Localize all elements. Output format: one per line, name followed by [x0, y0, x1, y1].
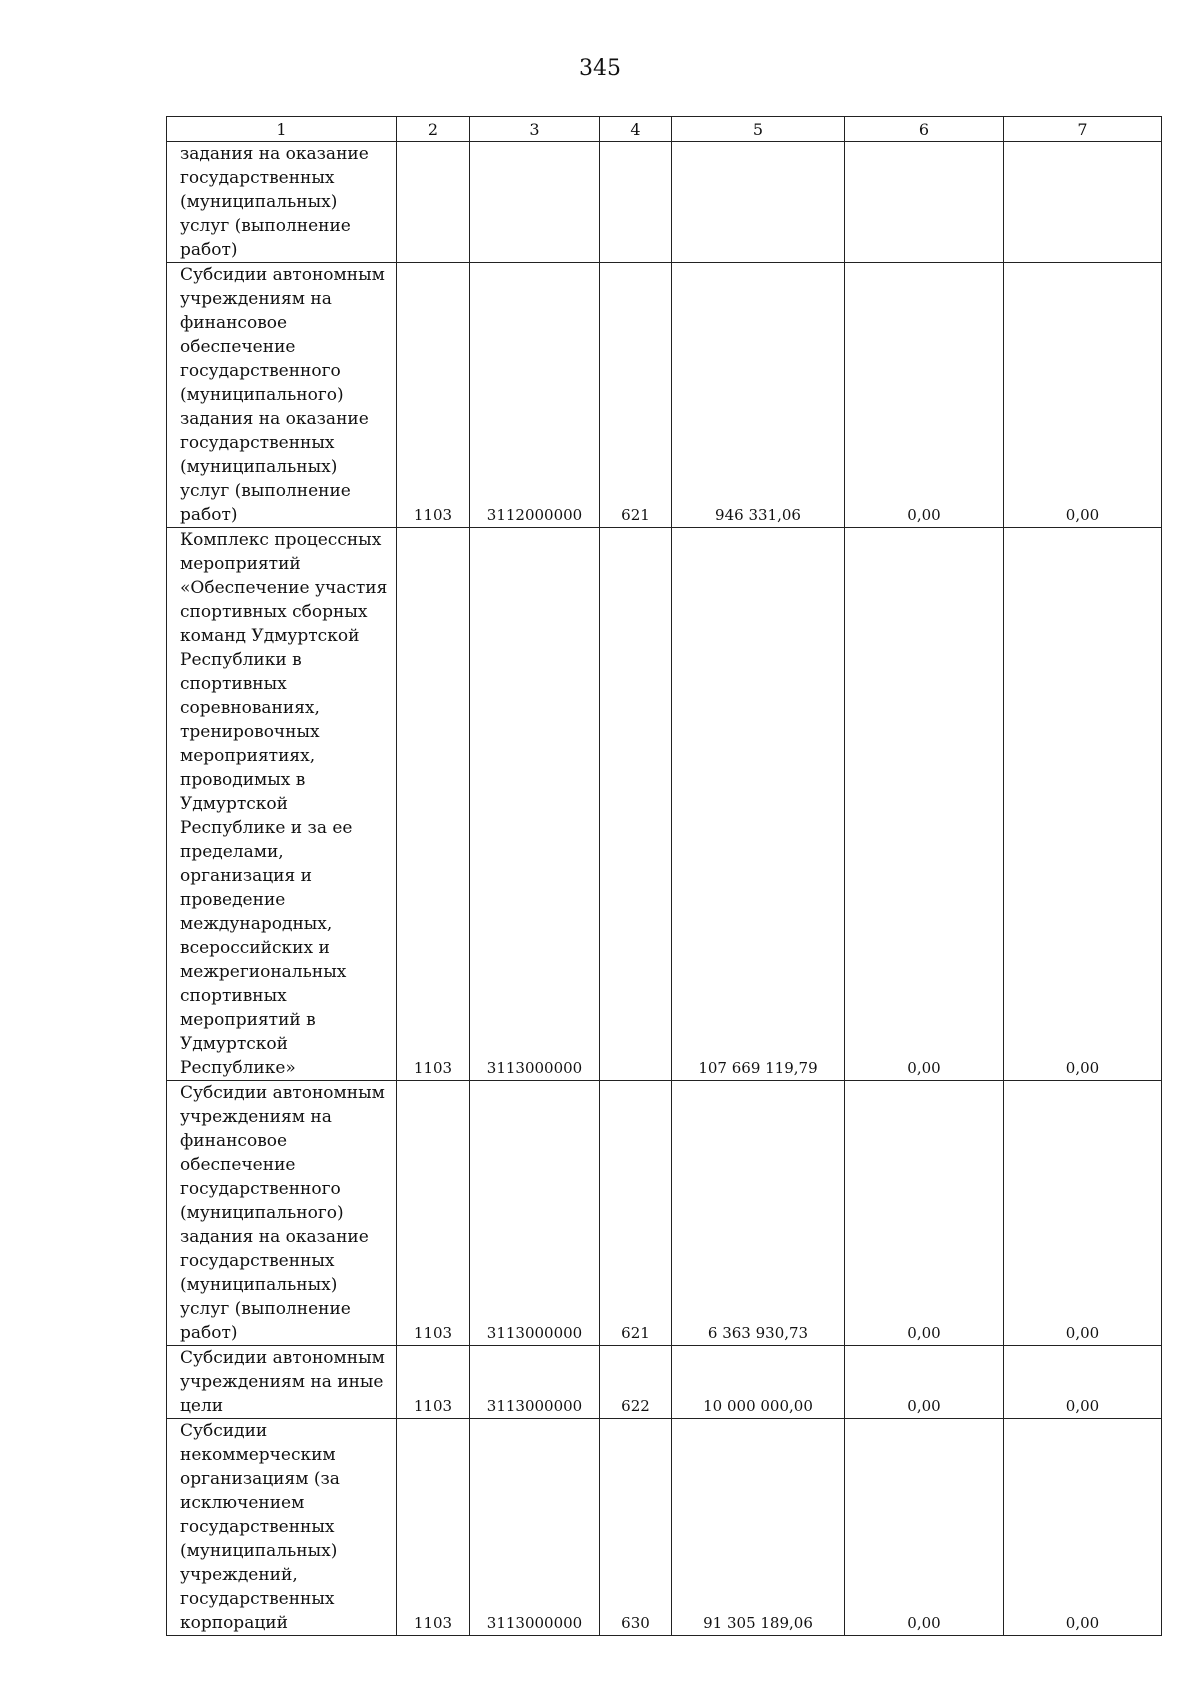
- amount-cell: [672, 1419, 845, 1636]
- col7-cell: [1004, 142, 1162, 263]
- col6-value: 0,00: [907, 1059, 941, 1077]
- section-code: 1103: [413, 1397, 453, 1415]
- type-cell: [600, 528, 672, 1081]
- col6-cell: [845, 528, 1004, 1081]
- header-col-5: 5: [672, 117, 845, 142]
- col6-value: 0,00: [907, 1614, 941, 1632]
- amount: 91 305 189,06: [703, 1614, 813, 1632]
- budget-table: [166, 116, 1162, 1636]
- row-description-cell: [167, 1081, 397, 1346]
- row-description-cell: [167, 142, 397, 263]
- amount: 10 000 000,00: [703, 1397, 813, 1415]
- row-description: задания на оказание государственных (муниципальных) услуг (выполнение работ): [180, 144, 369, 260]
- col6-value: 0,00: [907, 1324, 941, 1342]
- target-code: 3113000000: [486, 1324, 583, 1342]
- header-col-2: 2: [397, 117, 470, 142]
- amount: 946 331,06: [715, 506, 801, 524]
- col6-value: 0,00: [907, 506, 941, 524]
- amount: 107 669 119,79: [698, 1059, 818, 1077]
- header-col-4: 4: [600, 117, 672, 142]
- expense-type: 621: [621, 1324, 650, 1342]
- row-description-cell: [167, 1346, 397, 1419]
- col7-value: 0,00: [1065, 1059, 1100, 1077]
- col7-value: 0,00: [1065, 1614, 1100, 1632]
- type-cell: [600, 1081, 672, 1346]
- type-cell: [600, 1419, 672, 1636]
- col7-cell: [1004, 1346, 1162, 1419]
- table-row: [167, 1419, 1162, 1636]
- target-cell: [470, 1081, 600, 1346]
- col6-cell: [845, 1419, 1004, 1636]
- col6-cell: [845, 1081, 1004, 1346]
- row-description: Субсидии некоммерческим организациям (за исключением государственных (муниципальных) учреждений, государственных корпораций: [180, 1421, 340, 1633]
- row-description-cell: [167, 1419, 397, 1636]
- col7-value: 0,00: [1065, 506, 1100, 524]
- expense-type: 621: [621, 506, 650, 524]
- header-col-3: 3: [470, 117, 600, 142]
- target-code: 3112000000: [486, 506, 583, 524]
- expense-type: 630: [621, 1614, 650, 1632]
- expense-type: 622: [621, 1397, 650, 1415]
- section-cell: [397, 142, 470, 263]
- type-cell: [600, 263, 672, 528]
- amount-cell: [672, 1346, 845, 1419]
- amount-cell: [672, 263, 845, 528]
- target-cell: [470, 263, 600, 528]
- col7-cell: [1004, 263, 1162, 528]
- col6-cell: [845, 142, 1004, 263]
- col7-value: 0,00: [1065, 1397, 1100, 1415]
- section-code: 1103: [413, 1059, 453, 1077]
- type-cell: [600, 142, 672, 263]
- row-description-cell: [167, 263, 397, 528]
- col6-value: 0,00: [907, 1397, 941, 1415]
- section-code: 1103: [413, 506, 453, 524]
- row-description: Комплекс процессных мероприятий «Обеспечение участия спортивных сборных команд Удмуртской Республики в спортивных соревнованиях, тренировочных мероприятиях, проводимых в Удмуртской Республике и за ее пределами, организация и проведение международных, всероссийских и межрегиональных спортивных мероприятий в Удмуртской Республике»: [180, 530, 388, 1078]
- target-cell: [470, 1346, 600, 1419]
- row-description: Субсидии автономным учреждениям на финансовое обеспечение государственного (муниципального) задания на оказание государственных (муниципальных) услуг (выполнение работ): [180, 265, 385, 525]
- section-code: 1103: [413, 1324, 453, 1342]
- table-row: [167, 1081, 1162, 1346]
- row-description-cell: [167, 528, 397, 1081]
- table-row: [167, 263, 1162, 528]
- col6-cell: [845, 1346, 1004, 1419]
- section-cell: [397, 528, 470, 1081]
- col6-cell: [845, 263, 1004, 528]
- target-cell: [470, 528, 600, 1081]
- amount-cell: [672, 142, 845, 263]
- table-row: [167, 1346, 1162, 1419]
- section-cell: [397, 263, 470, 528]
- target-cell: [470, 1419, 600, 1636]
- section-cell: [397, 1419, 470, 1636]
- col7-cell: [1004, 1419, 1162, 1636]
- target-code: 3113000000: [486, 1614, 583, 1632]
- col7-cell: [1004, 1081, 1162, 1346]
- page-number: 345: [579, 56, 621, 81]
- col7-value: 0,00: [1065, 1324, 1100, 1342]
- type-cell: [600, 1346, 672, 1419]
- section-cell: [397, 1346, 470, 1419]
- header-row: [167, 117, 1162, 142]
- amount-cell: [672, 1081, 845, 1346]
- table-row: [167, 142, 1162, 263]
- row-description: Субсидии автономным учреждениям на финансовое обеспечение государственного (муниципального) задания на оказание государственных (муниципальных) услуг (выполнение работ): [180, 1083, 385, 1343]
- amount: 6 363 930,73: [707, 1324, 809, 1342]
- col7-cell: [1004, 528, 1162, 1081]
- section-code: 1103: [413, 1614, 453, 1632]
- target-code: 3113000000: [486, 1059, 583, 1077]
- row-description: Субсидии автономным учреждениям на иные цели: [180, 1348, 385, 1416]
- header-col-1: 1: [167, 117, 397, 142]
- header-col-6: 6: [845, 117, 1004, 142]
- table-row: [167, 528, 1162, 1081]
- header-col-7: 7: [1004, 117, 1162, 142]
- target-cell: [470, 142, 600, 263]
- section-cell: [397, 1081, 470, 1346]
- amount-cell: [672, 528, 845, 1081]
- target-code: 3113000000: [486, 1397, 583, 1415]
